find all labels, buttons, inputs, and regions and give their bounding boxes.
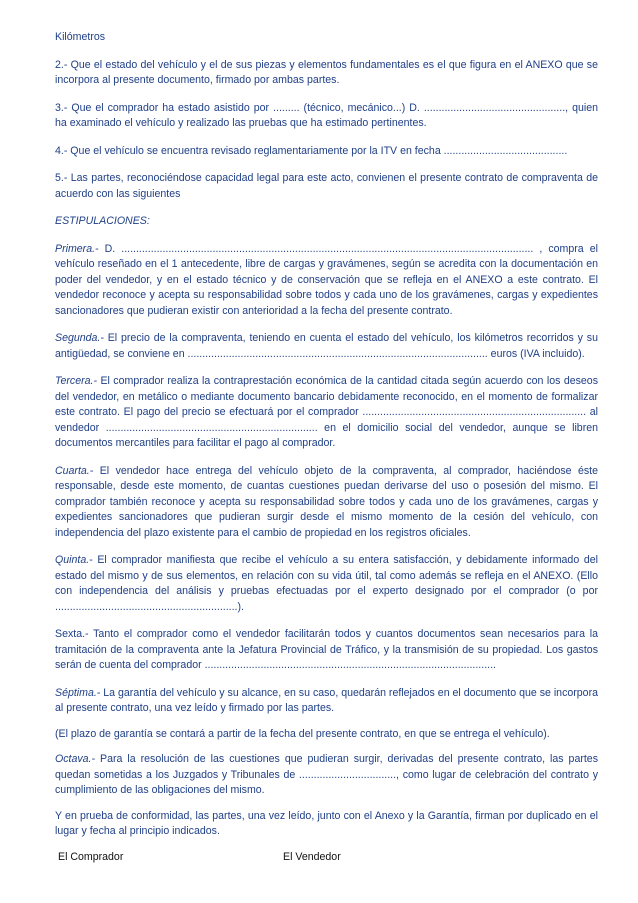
signature-buyer: El Comprador xyxy=(58,850,124,863)
signature-seller: El Vendedor xyxy=(283,850,341,863)
estipulacion-tercera xyxy=(55,374,598,452)
top-line: Kilómetros xyxy=(55,31,106,43)
octava-text: Para la resolución de las cuestiones que pudieran surgir, derivadas del presente contrato, las partes quedan sometidas a los Juzgados y Tribunales de ................................., como lugar de celebración del contrato y cumplimiento de las obligaciones del mismo. xyxy=(55,753,598,796)
estipulacion-cuarta xyxy=(55,464,598,542)
primera-text: D. ............................................................................................................................................ , compra el vehículo reseñado en el 1 antecedente, libre de cargas y gravámenes, según se acredita con la documentación en poder del vendedor, y en el estado técnico y de conservación que se refleja en el ANEXO a este contrato. El vendedor reconoce y acepta su responsabilidad sobre todos y cada uno de los gravámenes, cargas y expedientes sancionadores que pudieran existir con anterioridad a la fecha del presente contrato. xyxy=(55,242,598,317)
closing-statement: Y en prueba de conformidad, las partes, una vez leído, junto con el Anexo y la Garantía, firman por duplicado en el lugar y fecha al principio indicados. xyxy=(55,809,598,837)
septima-text: La garantía del vehículo y su alcance, en su caso, quedarán reflejados en el documento que se incorpora al presente contrato, una vez leído y firmado por las partes. xyxy=(55,686,598,714)
estipulacion-sexta: Sexta.- Tanto el comprador como el vendedor facilitarán todos y cuantos documentos sean necesarios para la tramitación de la compraventa ante la Jefatura Provincial de Tráfico, y la transmisión de su propiedad. Los gastos serán de cuenta del comprador ................................................................................................... xyxy=(55,628,598,671)
cuarta-text: El vendedor hace entrega del vehículo objeto de la compraventa, al comprador, haciéndose éste responsable, desde este momento, de cuantas cuestiones puedan derivarse del uso o posesión del mismo. El comprador también reconoce y acepta su responsabilidad sobre todos y cada uno de los gravámenes, cargas y expedientes sancionadores que pudieran surgir desde el mismo momento de la cesión del vehículo, con independencia del plazo existente para el cambio de propiedad en los registros oficiales. xyxy=(55,464,598,539)
clause-5: 5.- Las partes, reconociéndose capacidad legal para este acto, convienen el presente contrato de compraventa de acuerdo con las siguientes xyxy=(55,172,598,200)
cuarta-label: Cuarta.- xyxy=(55,464,94,477)
contract-page xyxy=(55,30,598,865)
signature-row xyxy=(55,850,598,866)
quinta-label: Quinta.- xyxy=(55,554,93,566)
estipulacion-quinta xyxy=(55,553,598,615)
estipulaciones-heading: ESTIPULACIONES: xyxy=(55,215,150,227)
segunda-text: El precio de la compraventa, teniendo en cuenta el estado del vehículo, los kilómetros recorridos y su antigüedad, se conviene en ...................................................................................................... euros (IVA incluido). xyxy=(55,332,598,360)
clause-2: 2.- Que el estado del vehículo y el de sus piezas y elementos fundamentales es el que figura en el ANEXO que se incorpora al presente documento, firmado por ambas partes. xyxy=(55,58,598,86)
estipulacion-octava xyxy=(55,752,598,799)
primera-label: Primera.- xyxy=(55,242,99,255)
clause-3: 3.- Que el comprador ha estado asistido por ......... (técnico, mecánico...) D. ................................................, quien ha examinado el vehículo y realizado las pruebas que ha estimado pertinentes. xyxy=(55,101,598,129)
tercera-label: Tercera.- xyxy=(55,375,97,387)
clause-4: 4.- Que el vehículo se encuentra revisado reglamentariamente por la ITV en fecha .......................................... xyxy=(55,144,568,157)
estipulacion-septima xyxy=(55,686,598,717)
octava-label: Octava.- xyxy=(55,753,96,765)
garantia-note: (El plazo de garantía se contará a partir de la fecha del presente contrato, en que se entrega el vehículo). xyxy=(55,727,550,740)
estipulacion-segunda xyxy=(55,331,598,362)
quinta-text: El comprador manifiesta que recibe el vehículo a su entera satisfacción, y debidamente informado del estado del mismo y de sus elementos, en relación con su vida útil, tal como además se refleja en el ANEXO. (Ello con independencia del análisis y pruebas efectuadas por el experto designado por el comprador (o por ..............................................................). xyxy=(55,554,598,613)
septima-label: Séptima.- xyxy=(55,686,101,699)
segunda-label: Segunda.- xyxy=(55,332,104,344)
tercera-text: El comprador realiza la contraprestación económica de la cantidad citada según acuerdo con los deseos del vendedor, en metálico o mediante documento bancario debidamente reconocido, en el momento de formalizar este contrato. El pago del precio se efectuará por el comprador ............................................................................ al vendedor ........................................................................ en el domicilio social del vendedor, aunque se libren documentos mercantiles para facilitar el pago al comprador. xyxy=(55,375,598,449)
estipulacion-primera xyxy=(55,242,598,320)
